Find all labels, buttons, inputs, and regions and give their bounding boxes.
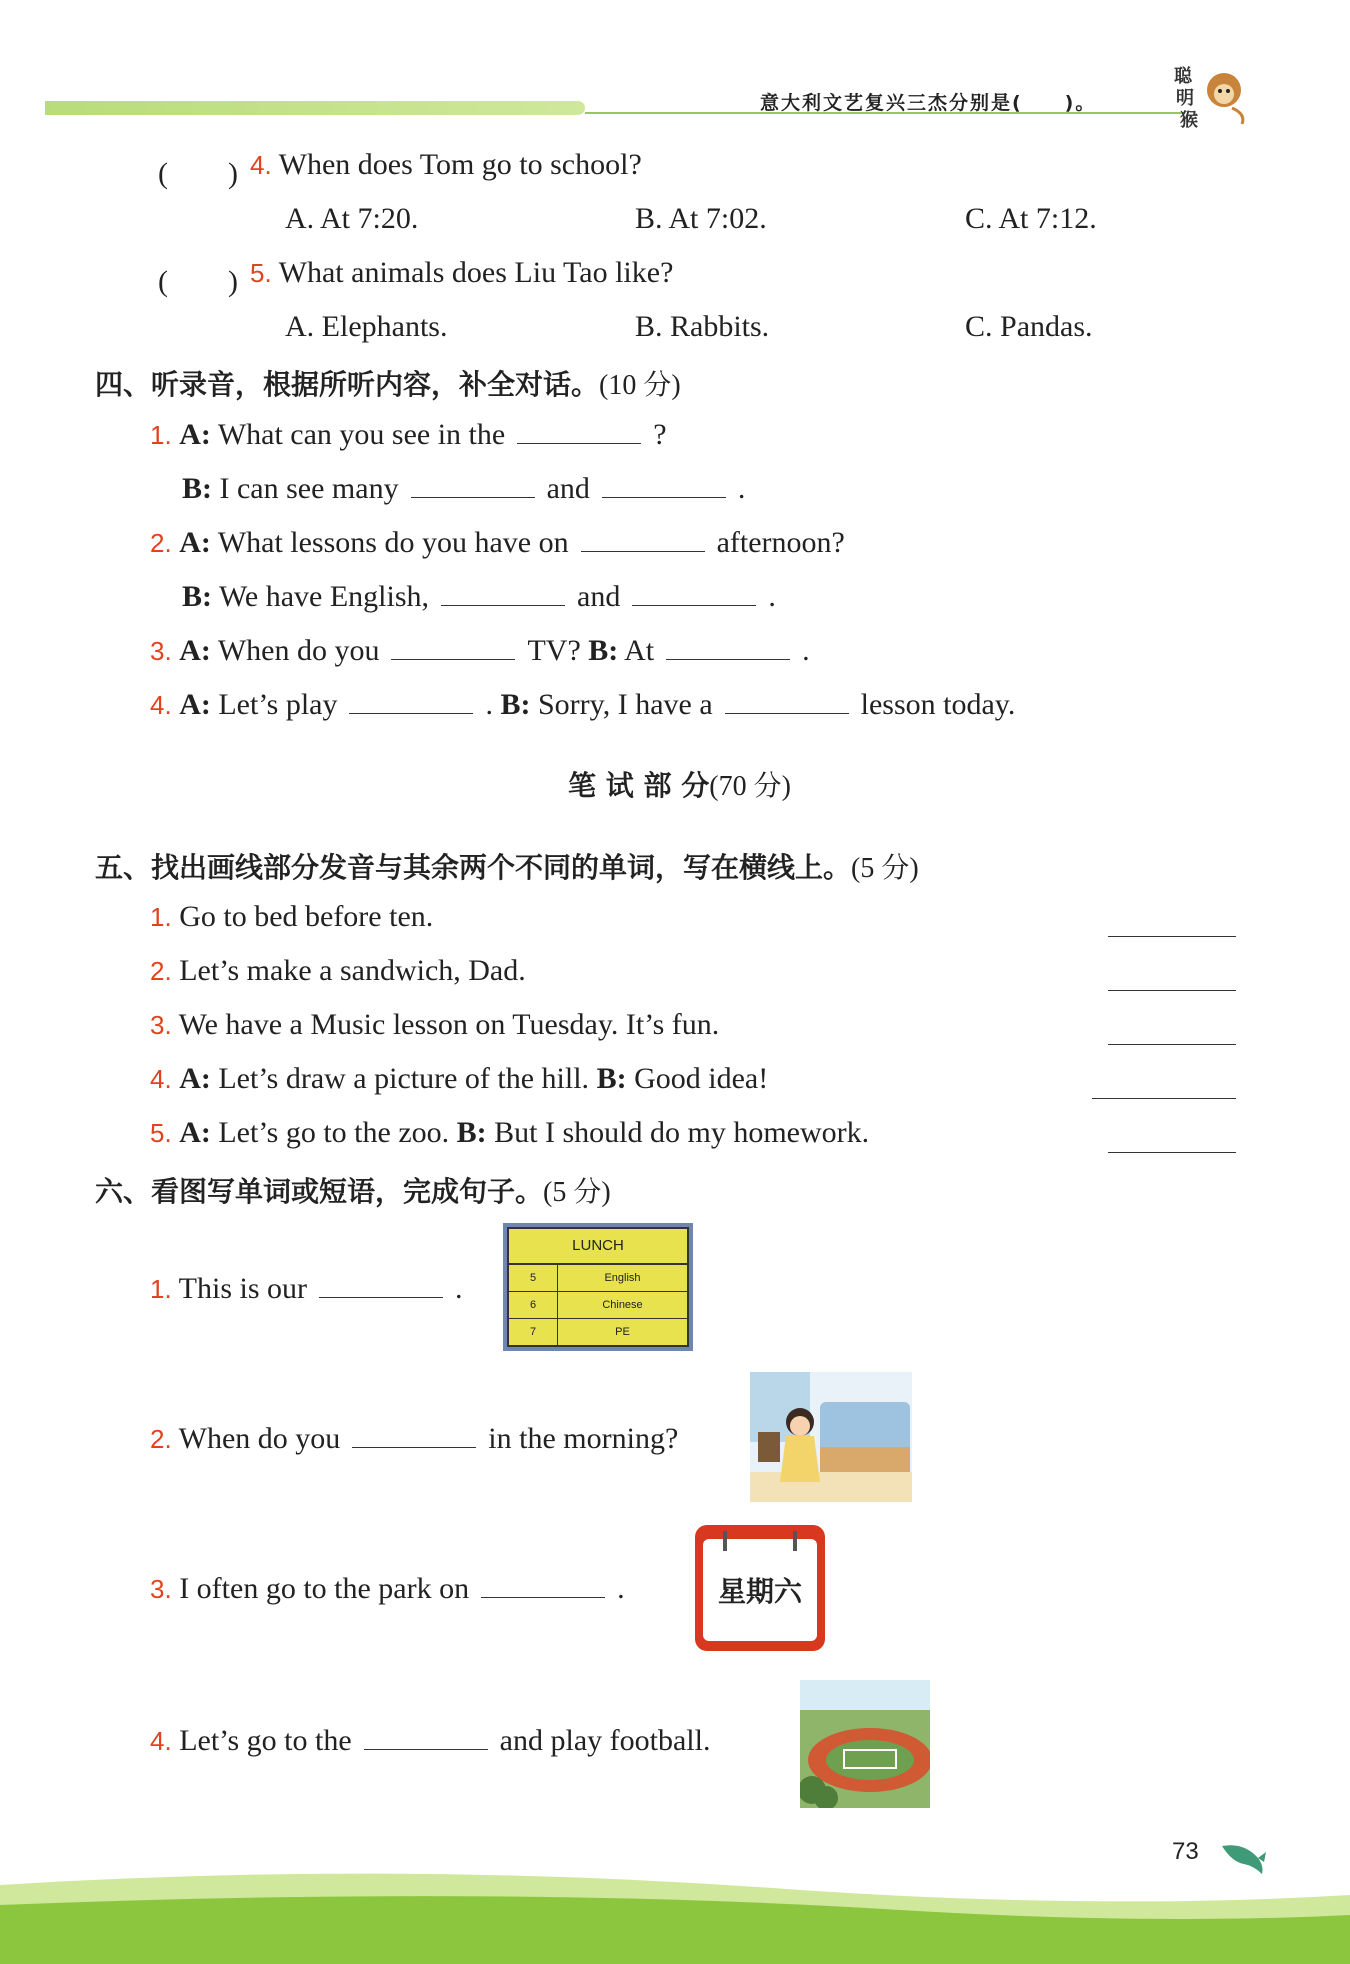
picture-sentence-4 — [150, 1724, 710, 1758]
section-6-heading — [95, 1170, 611, 1210]
option-c: C. At 7:12. — [965, 202, 1097, 235]
period-number: 7 — [509, 1319, 558, 1345]
answer-paren-5: ( ) — [158, 265, 238, 298]
dialogue-text: Sorry, I have a — [537, 688, 713, 721]
dialogue-3 — [150, 634, 810, 668]
calendar-saturday-image — [695, 1525, 825, 1651]
speaker-b: B: — [456, 1116, 487, 1149]
header-trivia-question: 意大利文艺复兴三杰分别是( )。 — [760, 92, 1097, 114]
punctuation: ? — [653, 418, 667, 451]
fill-blank[interactable] — [632, 583, 756, 606]
item-text: Go to bed before ten. — [179, 900, 434, 933]
question-number: 5. — [250, 258, 272, 288]
dialogue-text: lesson today. — [860, 688, 1016, 721]
item-number: 1. — [150, 420, 172, 450]
item-number: 2. — [150, 528, 172, 558]
section-5-heading — [95, 846, 919, 886]
written-part-heading — [568, 764, 791, 804]
dialogue-text: What lessons do you have on — [217, 526, 569, 559]
dialogue-text: At — [624, 634, 655, 667]
punctuation: . — [617, 1572, 625, 1605]
written-score: (70 分) — [709, 771, 791, 802]
listening-question-5 — [250, 256, 673, 290]
option-b: B. Rabbits. — [635, 310, 770, 343]
fill-blank[interactable] — [725, 691, 849, 714]
punctuation: . — [737, 472, 746, 505]
section-title: 四、听录音，根据所听内容，补全对话。 — [95, 368, 600, 401]
fill-blank[interactable] — [319, 1275, 443, 1298]
sentence-text: and play football. — [499, 1724, 711, 1757]
speaker-a: A: — [179, 526, 211, 559]
fill-blank[interactable] — [411, 475, 535, 498]
punctuation: . — [455, 1272, 463, 1305]
period-number: 5 — [509, 1265, 558, 1291]
section-title: 六、看图写单词或短语，完成句子。 — [95, 1175, 544, 1208]
fill-blank[interactable] — [666, 637, 790, 660]
item-text: Let’s draw a picture of the hill. — [218, 1062, 590, 1095]
dialogue-1a — [150, 418, 667, 452]
timetable-title: LUNCH — [509, 1229, 687, 1265]
speaker-b: B: — [182, 472, 212, 505]
pronunciation-item-4 — [150, 1062, 768, 1096]
speaker-b: B: — [596, 1062, 627, 1095]
lunch-timetable-image — [503, 1223, 693, 1351]
item-number: 4. — [150, 1726, 172, 1756]
picture-sentence-2 — [150, 1422, 678, 1456]
answer-paren-4: ( ) — [158, 157, 238, 190]
calendar-day-text: 星期六 — [703, 1539, 817, 1641]
pronunciation-item-2 — [150, 954, 526, 988]
sentence-text: When do you — [178, 1422, 341, 1455]
table-row — [509, 1265, 687, 1292]
punctuation: . — [485, 688, 493, 721]
fill-blank[interactable] — [481, 1575, 605, 1598]
footer-green-wave — [0, 1865, 1350, 1964]
section-4-heading — [95, 363, 681, 403]
option-b: B. At 7:02. — [635, 202, 767, 235]
pronunciation-item-5 — [150, 1116, 869, 1150]
dialogue-2a — [150, 526, 845, 560]
item-text: Good idea! — [634, 1062, 769, 1095]
svg-text:明: 明 — [1176, 88, 1194, 109]
table-row — [509, 1319, 687, 1345]
item-text: Let’s make a sandwich, Dad. — [179, 954, 526, 987]
speaker-a: A: — [179, 1116, 211, 1149]
dialogue-text: When do you — [217, 634, 380, 667]
header-green-bar — [45, 101, 585, 115]
sentence-text: in the morning? — [488, 1422, 679, 1455]
fill-blank[interactable] — [602, 475, 726, 498]
speaker-b: B: — [182, 580, 212, 613]
calendar-ring-icon — [793, 1531, 797, 1551]
dialogue-text: TV? — [527, 634, 581, 667]
question-number: 4. — [250, 150, 272, 180]
answer-line[interactable] — [1092, 1096, 1236, 1099]
sentence-text: I often go to the park on — [179, 1572, 470, 1605]
punctuation: . — [802, 634, 810, 667]
fill-blank[interactable] — [581, 529, 705, 552]
question-text: What animals does Liu Tao like? — [278, 256, 674, 289]
option-c: C. Pandas. — [965, 310, 1093, 343]
picture-sentence-1 — [150, 1272, 463, 1306]
item-text: But I should do my homework. — [494, 1116, 870, 1149]
playground-image — [800, 1680, 930, 1808]
speaker-a: A: — [179, 634, 211, 667]
item-number: 3. — [150, 1010, 172, 1040]
dialogue-text: We have English, — [218, 580, 429, 613]
section-score: (5 分) — [851, 853, 919, 884]
option-a: A. Elephants. — [285, 310, 448, 343]
item-number: 3. — [150, 636, 172, 666]
speaker-b: B: — [500, 688, 531, 721]
item-number: 4. — [150, 690, 172, 720]
speaker-a: A: — [179, 688, 211, 721]
girl-getting-up-image — [750, 1372, 912, 1502]
table-row — [509, 1292, 687, 1319]
sentence-text: Let’s go to the — [179, 1724, 352, 1757]
dialogue-1b — [182, 472, 745, 506]
speaker-b: B: — [588, 634, 619, 667]
item-text: We have a Music lesson on Tuesday. It’s fun. — [178, 1008, 720, 1041]
pronunciation-item-1 — [150, 900, 433, 934]
dialogue-text: What can you see in the — [217, 418, 506, 451]
written-title: 笔 试 部 分 — [568, 769, 710, 802]
dialogue-text: afternoon? — [716, 526, 845, 559]
sentence-text: This is our — [178, 1272, 307, 1305]
dialogue-text: I can see many — [219, 472, 399, 505]
speaker-a: A: — [179, 418, 211, 451]
svg-text:聪: 聪 — [1174, 66, 1192, 87]
fill-blank[interactable] — [441, 583, 565, 606]
period-number: 6 — [509, 1292, 558, 1318]
section-score: (5 分) — [543, 1177, 611, 1208]
calendar-ring-icon — [723, 1531, 727, 1551]
subject: PE — [615, 1326, 630, 1338]
monkey-logo-icon — [1172, 60, 1250, 130]
section-title: 五、找出画线部分发音与其余两个不同的单词，写在横线上。 — [95, 851, 852, 884]
answer-line[interactable] — [1108, 988, 1236, 991]
section-score: (10 分) — [599, 370, 681, 401]
item-number: 1. — [150, 1274, 172, 1304]
answer-line[interactable] — [1108, 1042, 1236, 1045]
answer-line[interactable] — [1108, 934, 1236, 937]
speaker-a: A: — [179, 1062, 211, 1095]
dialogue-4 — [150, 688, 1015, 722]
fill-blank[interactable] — [352, 1425, 476, 1448]
item-text: Let’s go to the zoo. — [218, 1116, 450, 1149]
item-number: 5. — [150, 1118, 172, 1148]
dialogue-2b — [182, 580, 776, 614]
fill-blank[interactable] — [391, 637, 515, 660]
answer-line[interactable] — [1108, 1150, 1236, 1153]
pronunciation-item-3 — [150, 1008, 719, 1042]
item-number: 1. — [150, 902, 172, 932]
item-number: 4. — [150, 1064, 172, 1094]
dialogue-text: and — [577, 580, 621, 613]
item-number: 2. — [150, 956, 172, 986]
item-number: 3. — [150, 1574, 172, 1604]
item-number: 2. — [150, 1424, 172, 1454]
listening-question-4 — [250, 148, 642, 182]
question-text: When does Tom go to school? — [278, 148, 642, 181]
page-number: 73 — [1172, 1838, 1199, 1865]
fill-blank[interactable] — [517, 421, 641, 444]
dialogue-text: and — [546, 472, 590, 505]
option-a: A. At 7:20. — [285, 202, 419, 235]
picture-sentence-3 — [150, 1572, 625, 1606]
subject: Chinese — [602, 1299, 643, 1311]
svg-text:猴: 猴 — [1180, 110, 1198, 130]
punctuation: . — [768, 580, 776, 613]
fill-blank[interactable] — [364, 1727, 488, 1750]
dialogue-text: Let’s play — [218, 688, 338, 721]
subject: English — [604, 1272, 641, 1284]
fill-blank[interactable] — [349, 691, 473, 714]
